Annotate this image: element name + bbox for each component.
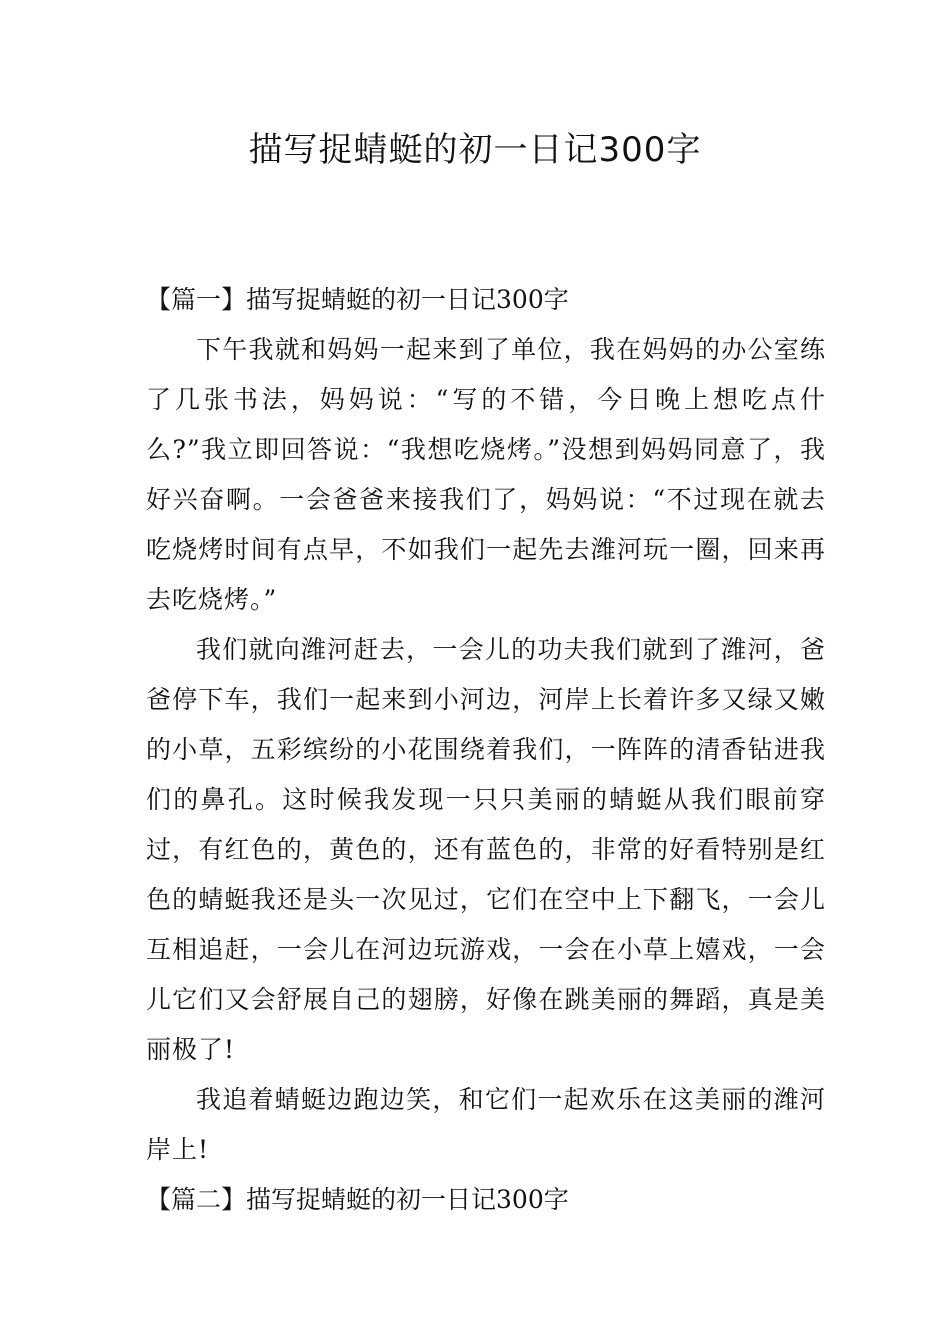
document-body: [146, 275, 826, 1225]
paragraph-3: 我追着蜻蜓边跑边笑，和它们一起欢乐在这美丽的潍河岸上!: [146, 1085, 826, 1164]
document-title: 描写捉蜻蜓的初一日记300字: [248, 130, 702, 170]
paragraph-1: 下午我就和妈妈一起来到了单位，我在妈妈的办公室练了几张书法，妈妈说：“写的不错，今日晚上想吃点什么?”我立即回答说：“我想吃烧烤。”没想到妈妈同意了，我好兴奋啊。一会爸爸来接我们了，妈妈说：“不过现在就去吃烧烤时间有点早，不如我们一起先去潍河玩一圈，回来再去吃烧烤。”: [146, 335, 826, 614]
paragraph-2: 我们就向潍河赶去，一会儿的功夫我们就到了潍河，爸爸停下车，我们一起来到小河边，河岸上长着许多又绿又嫩的小草，五彩缤纷的小花围绕着我们，一阵阵的清香钻进我们的鼻孔。这时候我发现一只只美丽的蜻蜓从我们眼前穿过，有红色的，黄色的，还有蓝色的，非常的好看特别是红色的蜻蜓我还是头一次见过，它们在空中上下翻飞，一会儿互相追赶，一会儿在河边玩游戏，一会在小草上嬉戏，一会儿它们又会舒展自己的翅膀，好像在跳美丽的舞蹈，真是美丽极了!: [146, 635, 826, 1064]
section-heading-2: 【篇二】描写捉蜻蜓的初一日记300字: [146, 1185, 569, 1214]
section-heading-1: 【篇一】描写捉蜻蜓的初一日记300字: [146, 285, 569, 314]
